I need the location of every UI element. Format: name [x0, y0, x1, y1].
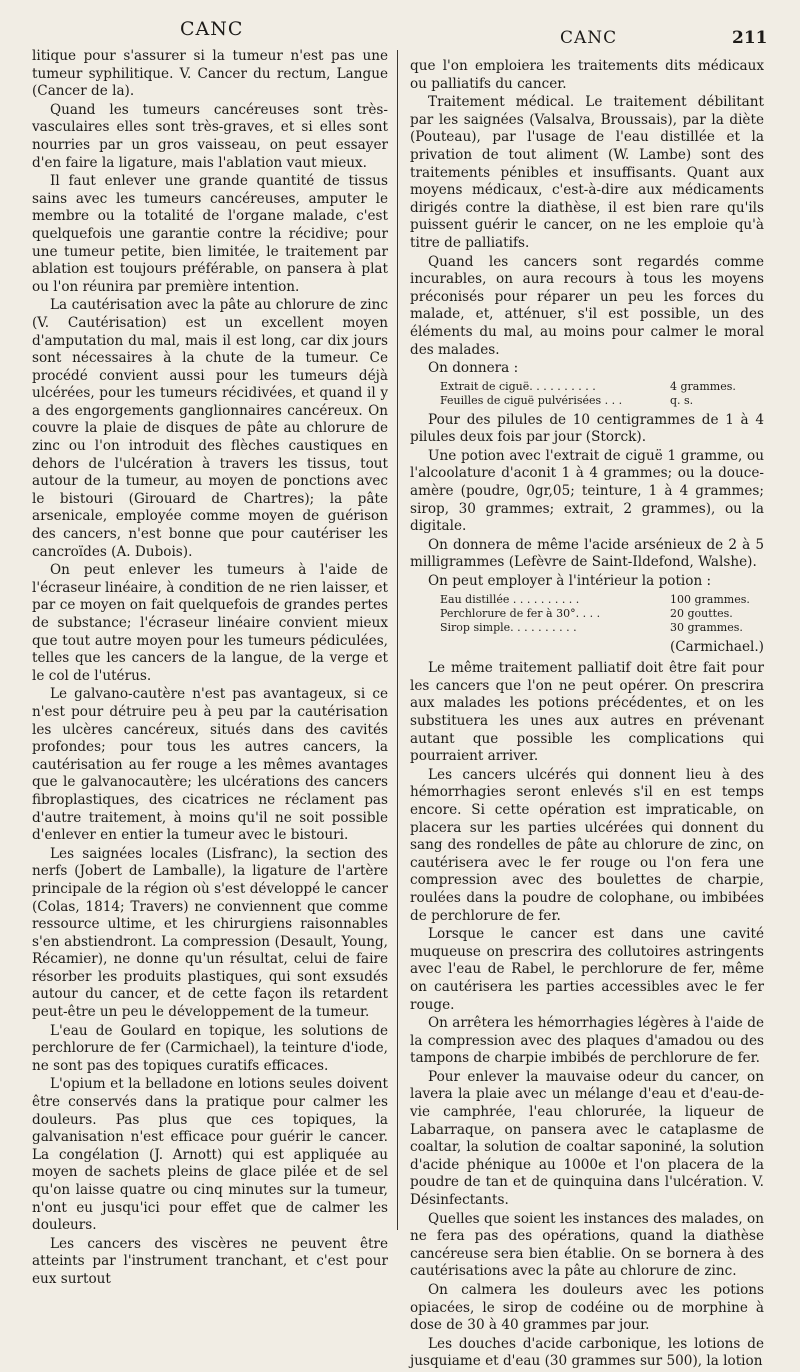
prescription-line [440, 593, 764, 607]
paragraph: Les cancers des viscères ne peuvent être atteints par l'instrument tranchant, et c'est pour eux surtout [32, 1235, 388, 1287]
quantity: q. s. [670, 393, 694, 407]
quantity: 20 gouttes. [670, 606, 733, 620]
paragraph: Les saignées locales (Lisfranc), la section des nerfs (Jobert de Lamballe), la ligature de l'artère principale de la région où s'est développé le cancer (Colas, 1814; Travers) ne conviennent que comme ressource ultime, et les chirurgiens raisonnables s'en abstiendront. La compression (Desault, Young, Récamier), ne donne qu'un résultat, celui de faire résorber les produits plastiques, qui sont exsudés autour du cancer, et de cette façon ils retardent peut-être un peu le développement de la tumeur. [32, 845, 388, 1021]
paragraph: Pour des pilules de 10 centigrammes de 1 à 4 pilules deux fois par jour (Storck). [410, 411, 764, 446]
paragraph: Il faut enlever une grande quantité de tissus sains avec les tumeurs cancéreuses, amputer le membre ou la totalité de l'organe malade, c'est quelquefois une garantie contre la récidive; pour une tumeur petite, bien limitée, le traitement par ablation est toujours préférable, on pansera à plat ou l'on réunira par première intention. [32, 173, 388, 295]
paragraph: On donnera de même l'acide arsénieux de 2 à 5 milligrammes (Lefèvre de Saint-Ildefond, Walshe). [410, 536, 764, 571]
running-header [0, 14, 800, 48]
paragraph: Lorsque le cancer est dans une cavité muqueuse on prescrira des collutoires astringents avec l'eau de Rabel, le perchlorure de fer, même on cautérisera les parties accessibles avec le fer rouge. [410, 926, 764, 1013]
ingredient: Feuilles de ciguë pulvérisées . . . [440, 393, 623, 407]
paragraph: Le galvano-cautère n'est pas avantageux, si ce n'est pour détruire peu à peu par la cautérisation les ulcères cancéreux, situés dans des cavités profondes; pour tous les autres cancers, la cautérisation au fer rouge a les mêmes avantages que le galvanocautère; les ulcérations des cancers fibroplastiques, des cicatrices ne réclament pas d'autre traitement, à moins qu'il ne soit possible d'enlever en entier la tumeur avec le bistouri. [32, 686, 388, 844]
prescription-line [440, 607, 764, 621]
paragraph: Les cancers ulcérés qui donnent lieu à des hémorrhagies seront enlevés s'il en est temps encore. Si cette opération est impraticable, on placera sur les parties ulcérées qui donnent du sang des rondelles de pâte au chlorure de zinc, on cautérisera avec le fer rouge ou l'on fera une compression avec des boulettes de charpie, roulées dans la poudre de colophane, ou imbibées de perchlorure de fer. [410, 766, 764, 924]
paragraph: Une potion avec l'extrait de ciguë 1 gramme, ou l'alcoolature d'aconit 1 à 4 grammes; ou la douce-amère (poudre, 0gr,05; teinture, 1 à 4 grammes; sirop, 30 grammes; extrait, 2 grammes), ou la digitale. [410, 447, 764, 535]
paragraph: On peut employer à l'intérieur la potion : [428, 573, 712, 590]
ingredient: Sirop simple. . . . . . . . . . [440, 620, 577, 634]
paragraph: La cautérisation avec la pâte au chlorure de zinc (V. Cautérisation) est un excellent moyen d'amputation du mal, mais il est long, car dix jours sont nécessaires à la chute de la tumeur. Ce procédé convient aussi pour les tumeurs déjà ulcérées, pour les tumeurs récidivées, et quand il y a des engorgements ganglionnaires cancéreux. On couvre la plaie de disques de pâte au chlorure de zinc ou l'on introduit des flèches caustiques en dehors de l'ulcération à travers les tissus, tout autour de la tumeur, au moyen de ponctions avec le bistouri (Girouard de Chartres); la pâte arsenicale, employée comme moyen de guérison des cancers, n'est bonne que pour cautériser les cancroïdes (A. Dubois). [32, 297, 388, 560]
paragraph: que l'on emploiera les traitements dits médicaux ou palliatifs du cancer. [410, 58, 764, 92]
paragraph: litique pour s'assurer si la tumeur n'est pas une tumeur syphilitique. V. Cancer du rectum, Langue (Cancer de la). [32, 48, 388, 100]
quantity: 4 grammes. [670, 379, 736, 393]
paragraph: On donnera : [428, 360, 519, 377]
quantity: 30 grammes. [670, 620, 743, 634]
paragraph: Pour enlever la mauvaise odeur du cancer, on lavera la plaie avec un mélange d'eau et d'eau-de-vie camphrée, l'eau chlorurée, la liqueur de Labarraque, on pansera avec le cataplasme de coaltar, la solution de coaltar saponiné, la solution d'acide phénique au 1000e et l'on placera de la poudre de tan et de quinquina dans l'ulcération. V. Désinfectants. [410, 1068, 764, 1209]
prescription-line [440, 380, 764, 394]
column-divider [397, 50, 398, 1230]
paragraph: Quand les tumeurs cancéreuses sont très-vasculaires elles sont très-graves, et si elles sont nourries par un gros vaisseau, on peut essayer d'en faire la ligature, mais l'ablation vaut mieux. [32, 101, 388, 171]
ingredient: Perchlorure de fer à 30°. . . . [440, 606, 601, 620]
header-right-title: CANC [560, 28, 618, 48]
paragraph: On arrêtera les hémorrhagies légères à l'aide de la compression avec des plaques d'amadou ou des tampons de charpie imbibés de perchlorure de fer. [410, 1015, 764, 1067]
ingredient: Extrait de ciguë. . . . . . . . . . [440, 379, 596, 393]
prescription-line [440, 394, 764, 408]
prescription-cigue [440, 380, 764, 408]
prescription-author: (Carmichael.) [669, 638, 764, 655]
paragraph: On calmera les douleurs avec les potions opiacées, le sirop de codéine ou de morphine à dose de 30 à 40 grammes par jour. [410, 1282, 764, 1334]
paragraph: Quelles que soient les instances des malades, on ne fera pas des opérations, quand la diathèse cancéreuse sera bien établie. On se bornera à des cautérisations avec la pâte au chlorure de zinc. [410, 1210, 764, 1280]
left-column [32, 48, 388, 1290]
paragraph: Le même traitement palliatif doit être fait pour les cancers que l'on ne peut opérer. On prescrira aux malades les potions précédentes, et on les substituera les unes aux autres en prévenant autant que possible les complications qui pourraient arriver. [410, 660, 764, 765]
right-column [410, 58, 764, 1372]
prescription-line [440, 621, 764, 635]
paragraph: L'eau de Goulard en topique, les solutions de perchlorure de fer (Carmichael), la teinture d'iode, ne sont pas des topiques curatifs efficaces. [32, 1022, 388, 1074]
ingredient: Eau distillée . . . . . . . . . . [440, 592, 580, 606]
prescription-potion [440, 593, 764, 635]
page-number: 211 [732, 28, 768, 48]
paragraph: Les douches d'acide carbonique, les lotions de jusquiame et d'eau (30 grammes sur 500), la lotion [410, 1335, 764, 1370]
quantity: 100 grammes. [670, 592, 750, 606]
paragraph: Quand les cancers sont regardés comme incurables, on aura recours à tous les moyens préconisés pour réparer un peu les forces du malade, et, atténuer, s'il est possible, un des éléments du mal, au moins pour calmer le moral des malades. [410, 253, 764, 358]
paragraph: On peut enlever les tumeurs à l'aide de l'écraseur linéaire, à condition de ne rien laisser, et par ce moyen on fait quelquefois de grandes pertes de substance; l'écraseur linéaire convient mieux que tout autre moyen pour les tumeurs pédiculées, telles que les cancers de la langue, de la verge et le col de l'utérus. [32, 562, 388, 684]
header-left-title: CANC [180, 18, 244, 40]
paragraph: Traitement médical. Le traitement débilitant par les saignées (Valsalva, Broussais), par la diète (Pouteau), par l'usage de l'eau distillée et la privation de tout aliment (W. Lambe) sont des traitements pénibles et insuffisants. Quant aux moyens médicaux, c'est-à-dire aux médicaments dirigés contre la diathèse, il est bien rare qu'ils puissent guérir le cancer, on ne les emploie qu'à titre de palliatifs. [410, 94, 764, 251]
paragraph: L'opium et la belladone en lotions seules doivent être conservés dans la pratique pour calmer les douleurs. Pas plus que ces topiques, la galvanisation n'est efficace pour guérir le cancer. La congélation (J. Arnott) qui est appliquée au moyen de sachets pleins de glace pilée et de sel qu'on laisse quatre ou cinq minutes sur la tumeur, n'ont eu jusqu'ici pour effet que de calmer les douleurs. [32, 1076, 388, 1234]
